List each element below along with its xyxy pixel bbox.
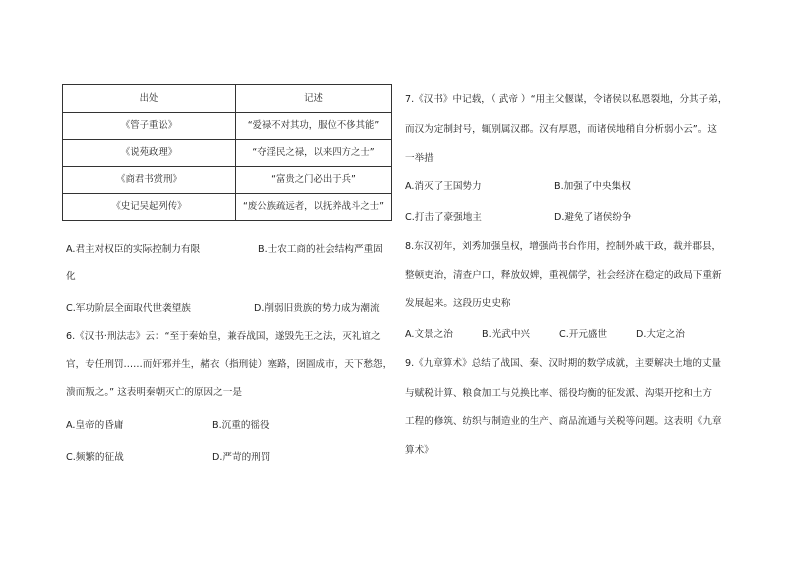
q8-option-d: D.大定之治 xyxy=(636,329,685,340)
q7-stem-line1: 7.《汉书》中记载，（ 武帝 ）“用主父偃谋，令诸侯以私恩裂地，分其子弟， xyxy=(405,94,728,105)
source-table xyxy=(62,84,392,221)
q9-stem-line2: 与赋税计算、粮食加工与兑换比率、徭役均衡的征发派、沟渠开挖和土方 xyxy=(405,388,712,399)
q9-stem-line4: 算术》 xyxy=(405,445,434,456)
table-header-source: 出处 xyxy=(63,85,236,113)
table-cell: “爱禄不对其功，服位不侈其能” xyxy=(236,113,392,140)
table-header-record: 记述 xyxy=(236,85,392,113)
q7-option-b: B.加强了中央集权 xyxy=(554,181,631,192)
q6-stem-line2: 官，专任刑罚……而奸邪并生，赭衣（指刑徒）塞路，囹圄成市，天下愁怨， xyxy=(66,359,393,370)
q8-option-a: A.文景之治 xyxy=(405,329,453,340)
q8-option-c: C.开元盛世 xyxy=(559,329,608,340)
q6-option-c: C.频繁的征战 xyxy=(66,452,124,463)
q6-option-a: A.皇帝的昏庸 xyxy=(66,420,124,431)
q5-option-c: C.军功阶层全面取代世袭望族 xyxy=(66,303,191,314)
q8-stem-line2: 整顿吏治，清查户口，释放奴婢，重视儒学，社会经济在稳定的政局下重新 xyxy=(405,270,722,281)
q5-option-b: B.士农工商的社会结构严重固 xyxy=(258,244,383,255)
q6-option-d: D.严苛的刑罚 xyxy=(212,452,271,463)
q8-stem-line3: 发展起来。这段历史史称 xyxy=(405,298,511,309)
table-cell: 《史记吴起列传》 xyxy=(63,194,236,221)
q6-stem-line1: 6.《汉书·刑法志》云：“至于秦始皇，兼吞战国，遂毁先王之法，灭礼谊之 xyxy=(66,331,381,342)
table-cell: “夺淫民之禄，以来四方之士” xyxy=(236,140,392,167)
q7-option-c: C.打击了豪强地主 xyxy=(405,212,482,223)
table-cell: “富贵之门必出于兵” xyxy=(236,167,392,194)
q5-option-b-cont: 化 xyxy=(66,271,76,282)
table-cell: 《管子重讼》 xyxy=(63,113,236,140)
table-cell: 《商君书赏刑》 xyxy=(63,167,236,194)
q9-stem-line3: 工程的修筑、纺织与制造业的生产、商品流通与关税等问题。这表明《九章 xyxy=(405,416,722,427)
q9-stem-line1: 9.《九章算术》总结了战国、秦、汉时期的数学成就，主要解决土地的丈量 xyxy=(405,358,722,369)
q8-option-b: B.光武中兴 xyxy=(482,329,531,340)
table-cell: 《说苑政理》 xyxy=(63,140,236,167)
q5-option-d: D.削弱旧贵族的势力成为潮流 xyxy=(254,303,380,314)
table-header-row xyxy=(63,85,392,113)
table-row xyxy=(63,113,392,140)
table-cell: “废公族疏远者，以抚养战斗之士” xyxy=(236,194,392,221)
q8-stem-line1: 8.东汉初年，刘秀加强皇权，增强尚书台作用，控制外戚干政，裁并郡县， xyxy=(405,241,722,252)
table-row xyxy=(63,167,392,194)
q6-stem-line3: 溃而叛之。” 这表明秦朝灭亡的原因之一是 xyxy=(66,387,242,398)
table-row xyxy=(63,194,392,221)
q6-option-b: B.沉重的徭役 xyxy=(212,420,270,431)
q7-stem-line2: 而汉为定制封号，辄别属汉郡。汉有厚恩，而诸侯地稍自分析弱小云”。这 xyxy=(405,124,717,135)
table-row xyxy=(63,140,392,167)
q7-option-d: D.避免了诸侯纷争 xyxy=(554,212,632,223)
q5-option-a: A.君主对权臣的实际控制力有限 xyxy=(66,244,201,255)
q7-option-a: A.消灭了王国势力 xyxy=(405,181,482,192)
q7-stem-line3: 一举措 xyxy=(405,153,434,164)
